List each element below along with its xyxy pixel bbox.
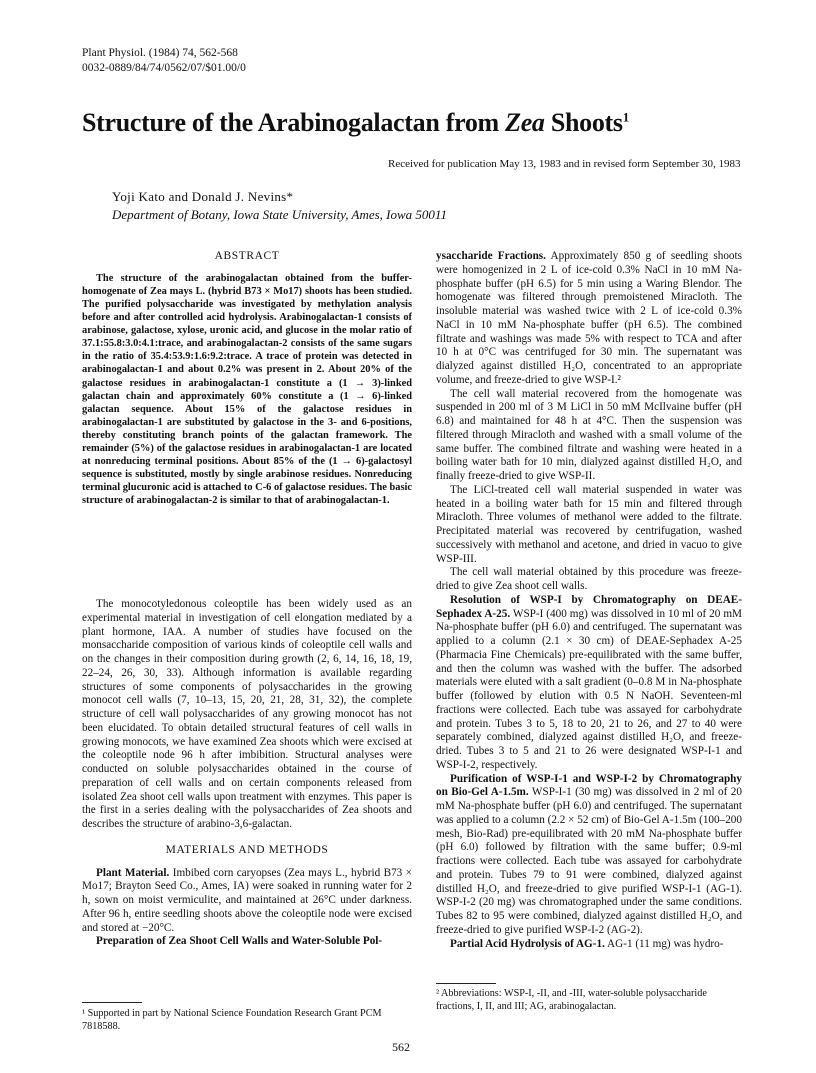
resolution-paragraph xyxy=(436,594,742,773)
received-date: Received for publication May 13, 1983 and in revised form September 30, 1983 xyxy=(388,158,741,170)
prep-head-right: ysaccharide Fractions. xyxy=(436,250,546,262)
resolution-head: Resolution of WSP-I by Chromatography on DEAE-Sephadex A-25. xyxy=(436,593,742,620)
prep-heading-left xyxy=(82,935,412,949)
abstract-heading: ABSTRACT xyxy=(214,250,280,262)
title-before: Structure of the Arabinogalactan from xyxy=(82,108,506,137)
licl-paragraph: The cell wall material recovered from the homogenate was suspended in 200 ml of 3 M LiCl in 50 mM McIlvaine buffer (pH 6.8) and maintained for 48 h at 4°C. Then the suspension was filtered through Miracloth and washed with a small volume of the same buffer. The combined filtrate and washing were heated in a boiling water bath for 10 min, dialyzed against distilled H₂O, and finally freeze-dried to give WSP-II. xyxy=(436,387,742,482)
partial-head: Partial Acid Hydrolysis of AG-1. xyxy=(450,937,605,950)
affiliation: Department of Botany, Iowa State University, Ames, Iowa 50011 xyxy=(112,207,447,222)
footnote-1: ¹ Supported in part by National Science Foundation Research Grant PCM 7818588. xyxy=(82,1008,382,1032)
purification-head: Purification of WSP-I-1 and WSP-I-2 by Chromatography on Bio-Gel A-1.5m. xyxy=(436,772,742,799)
journal-line-2: 0032-0889/84/74/0562/07/$01.00/0 xyxy=(82,62,246,74)
authors: Yoji Kato and Donald J. Nevins* xyxy=(112,189,294,204)
abstract-section xyxy=(82,250,412,507)
introduction xyxy=(82,598,412,949)
plant-material-head: Plant Material. xyxy=(96,866,170,879)
partial-hydrolysis-paragraph xyxy=(436,938,742,952)
footnote-2: ² Abbreviations: WSP-I, -II, and -III, water-soluble polysaccharide fractions, I, II, and III; AG, arabinogalactan. xyxy=(436,988,707,1012)
title-italic: Zea xyxy=(505,108,545,137)
intro-text: The monocotyledonous coleoptile has been widely used as an experimental material in investigation of cell elongation mediated by a plant hormone, IAA. A number of studies have focused on the monsaccharide composition of various kinds of coleoptile cell walls and on the changes in their composition during growth (2, 6, 14, 16, 18, 19, 22–24, 26, 30, 33). Although information is available regarding structures of some components of polysaccharides in the growing monocot cell walls (7, 10–13, 15, 20, 21, 28, 31, 32), the complete structure of cell wall polysaccharides of any growing monocot has not been elucidated. To obtain detailed structural features of cell walls in growing monocots, we have examined Zea shoots which were excised at the coleoptile node 96 h after imbibition. Structural analyses were conducted on soluble polysaccharides obtained in the course of preparation of cell walls and on certain components released from isolated Zea shoot cell walls upon treatment with enzymes. This paper is the first in a series dealing with the polysaccharides of Zea shoots and describes the structure of arabino-3,6-galactan. xyxy=(82,598,412,830)
methods-heading: MATERIALS AND METHODS xyxy=(165,843,329,856)
purification-paragraph xyxy=(436,773,742,938)
right-column xyxy=(436,250,742,951)
title-footnote-mark: 1 xyxy=(622,109,629,125)
abstract-text: The structure of the arabinogalactan obtained from the buffer-homogenate of Zea mays L. (hybrid B73 × Mo17) shoots has been studied. The purified polysaccharide was investigated by methylation analysis before and after controlled acid hydrolysis. Arabinogalactan-1 consists of arabinose, galactose, xylose, uronic acid, and glucose in the molar ratio of 37.1:55.8:3.0:4.1:trace, and arabinogalactan-2 consists of the same sugars in the ratio of 35.4:53.9:1.6:9.2:trace. A trace of protein was detected in arabinogalactan-1 and about 0.2% was present in 2. About 20% of the galactose residues in arabinogalactan-1 constitute a (1 → 3)-linked galactan chain and approximately 60% constitute a (1 → 6)-linked galactan sequence. About 15% of the galactose residues in arabinogalactan-1 are substituted by galactose in the 3- and 6-positions, thereby constituting branch points of the galactan framework. The remainder (5%) of the galactose residues in arabinogalactan-1 are located at nonreducing terminal positions. About 85% of the (1 → 6)-galactosyl sequence is substituted, mostly by single arabinose residues. Nonreducing terminal glucuronic acid is attached to C-6 of galactose residues. The basic structure of arabinogalactan-2 is similar to that of arabinogalactan-1. xyxy=(82,272,412,507)
partial-text: AG-1 (11 mg) was hydro- xyxy=(604,937,724,950)
journal-citation xyxy=(82,46,246,76)
footnote-divider xyxy=(82,1002,142,1003)
page-number: 562 xyxy=(392,1040,410,1054)
prep-head-left: Preparation of Zea Shoot Cell Walls and Water-Soluble Pol- xyxy=(96,935,383,948)
cellwall-paragraph: The cell wall material obtained by this procedure was freeze-dried to give Zea shoot cell walls. xyxy=(436,566,742,592)
journal-line-1: Plant Physiol. (1984) 74, 562-568 xyxy=(82,47,238,59)
prep-text: Approximately 850 g of seedling shoots were homogenized in 2 L of ice-cold 0.3% NaCl in 10 mM Na-phosphate buffer (pH 6.5) for 5 min using a Waring Blendor. The homogenate was filtered through premoistened Miracloth. The insoluble material was washed twice with 2 L of ice-cold 0.3% NaCl in 10 mM Na-phosphate buffer (pH 6.5). The combined filtrate and washings was made 5% with respect to TCA and after 10 h at 0°C was centrifuged for 30 min. The supernatant was dialyzed against distilled H₂O, concentrated to an appropriate volume, and freeze-dried to give WSP-I.² xyxy=(436,250,742,386)
footnote-divider-right xyxy=(436,983,496,984)
paper-title xyxy=(82,108,629,138)
plant-material-text: Imbibed corn caryopses (Zea mays L., hybrid B73 × Mo17; Brayton Seed Co., Ames, IA) were soaked in running water for 2 h, sown on moist vermiculite, and maintained at 26°C under darkness. After 96 h, entire seedling shoots above the coleoptile node were excised and stored at −20°C. xyxy=(82,866,412,934)
wsp3-paragraph: The LiCl-treated cell wall material suspended in water was heated in a boiling water bath for 15 min and filtered through Miracloth. Three volumes of methanol were added to the filtrate. Precipitated material was recovered by centrifugation, washed successively with methanol and acetone, and dried in vacuo to give WSP-III. xyxy=(436,483,742,565)
title-after: Shoots xyxy=(544,108,623,137)
prep-paragraph xyxy=(436,250,742,388)
purification-text: WSP-I-1 (30 mg) was dissolved in 2 ml of 20 mM Na-phosphate buffer (pH 6.0) and centrifuged. The supernatant was applied to a column (2.2 × 52 cm) of Bio-Gel A-1.5m (100–200 mesh, Bio-Rad) pre-equilibrated with 20 mM Na-phosphate buffer (pH 6.0) followed by filtration with the same buffer; 0.9-ml fractions were collected. Each tube was assayed for carbohydrate and protein. Tubes 79 to 91 were combined, dialyzed against distilled H₂O, and freeze-dried to give purified WSP-I-1 (AG-1). WSP-I-2 (20 mg) was chromatographed under the same conditions. Tubes 82 to 95 were combined, dialyzed against distilled H₂O, and freeze-dried to give purified WSP-I-2 (AG-2). xyxy=(436,786,742,936)
plant-material-paragraph xyxy=(82,867,412,936)
resolution-text: WSP-I (400 mg) was dissolved in 10 ml of 20 mM Na-phosphate buffer (pH 6.0) and centrifuged. The supernatant was applied to a column (2.1 × 30 cm) of DEAE-Sephadex A-25 (Pharmacia Fine Chemicals) pre-equilibrated with the same buffer, and then the column was washed with the buffer. The adsorbed materials were eluted with a salt gradient (0–0.8 M in Na-phosphate buffer (followed by elution with 0.5 N NaOH. Seventeen-ml fractions were collected. Each tube was assayed for carbohydrate and protein. Tubes 3 to 5, 18 to 20, 21 to 26, and 27 to 40 were separately combined, dialyzed against distilled H₂O, and freeze-dried. Tubes 3 to 5 and 21 to 26 were designated WSP-I-1 and WSP-I-2, respectively. xyxy=(436,607,742,771)
